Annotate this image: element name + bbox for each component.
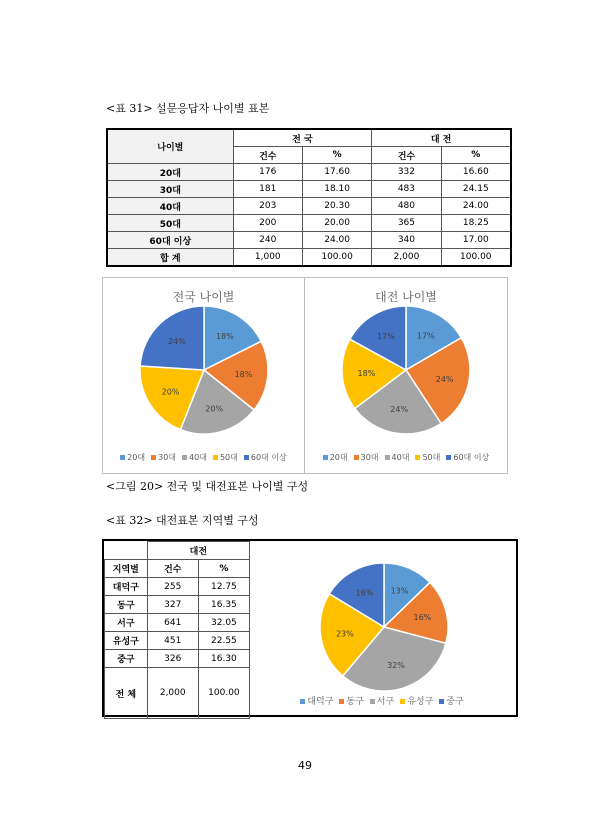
cell: 365 (372, 215, 441, 232)
cell: 2,000 (372, 249, 441, 267)
legend-swatch (446, 455, 451, 460)
data-label: 13% (390, 586, 409, 596)
legend-swatch (385, 455, 390, 460)
cell: 1,000 (233, 249, 302, 267)
chart-title: 전국 나이별 (172, 290, 235, 304)
cell: 32.05 (198, 614, 249, 632)
legend-item (354, 453, 379, 462)
legend-item (323, 453, 348, 462)
cell: 203 (233, 198, 302, 215)
cell: 480 (372, 198, 441, 215)
legend-swatch (439, 699, 444, 704)
table31-caption: <표 31> 설문응답자 나이별 표본 (106, 102, 270, 115)
chart-title: 대전 나이별 (375, 290, 437, 304)
cell: 200 (233, 215, 302, 232)
cell: 100.00 (302, 249, 371, 267)
age-header: 나이별 (107, 129, 233, 164)
chart-legend (250, 694, 514, 707)
legend-label: 20대 (329, 453, 348, 462)
table-row (105, 578, 250, 596)
legend-swatch (182, 455, 187, 460)
legend-item (385, 453, 410, 462)
group-header: 대전 (147, 542, 249, 560)
col-pct-header: % (302, 147, 371, 164)
legend-item (213, 453, 238, 462)
pie-chart-region (250, 541, 514, 715)
table-row (105, 632, 250, 650)
legend-item (446, 453, 489, 462)
table32-box (102, 539, 518, 717)
cell: 332 (372, 164, 441, 181)
table-row (105, 596, 250, 614)
cell: 240 (233, 232, 302, 249)
table-row (105, 650, 250, 668)
legend-label: 서구 (376, 697, 395, 707)
cell: 340 (372, 232, 441, 249)
legend-swatch (415, 455, 420, 460)
legend-item (244, 453, 287, 462)
table-row (107, 181, 511, 198)
legend-item (400, 697, 433, 707)
legend-swatch (370, 699, 375, 704)
data-label: 16% (355, 588, 374, 598)
cell: 16.35 (198, 596, 249, 614)
col-count-header: 건수 (233, 147, 302, 164)
col-count-header: 건수 (372, 147, 441, 164)
chart-panel-national (102, 277, 305, 474)
table-row-total (105, 668, 250, 719)
legend-label: 60대 이상 (453, 453, 490, 462)
legend-label: 동구 (346, 697, 364, 707)
pie-chart-national (103, 278, 304, 473)
cell: 483 (372, 181, 441, 198)
cell: 20.30 (302, 198, 371, 215)
data-label: 18% (357, 368, 376, 378)
data-label: 17% (376, 331, 395, 341)
cell: 16.60 (441, 164, 511, 181)
cell: 100.00 (441, 249, 511, 267)
pie-chart-daejeon (305, 278, 507, 473)
row-label: 유성구 (105, 632, 148, 650)
legend-swatch (120, 455, 125, 460)
legend-item (182, 453, 207, 462)
legend-item (339, 697, 363, 707)
table-row (107, 232, 511, 249)
cell: 2,000 (147, 668, 198, 719)
row-label: 중구 (105, 650, 148, 668)
chart-legend (305, 452, 507, 463)
legend-label: 대덕구 (307, 697, 334, 707)
legend-swatch (213, 455, 218, 460)
corner-cell (105, 542, 148, 560)
legend-item (300, 697, 333, 707)
cell: 17.00 (441, 232, 511, 249)
legend-item (151, 453, 176, 462)
legend-label: 유성구 (407, 697, 434, 707)
col-region-header: 지역별 (105, 560, 148, 578)
group-daejeon-header: 대 전 (372, 129, 511, 147)
data-label: 24% (167, 337, 186, 347)
data-label: 24% (390, 405, 409, 415)
cell: 22.55 (198, 632, 249, 650)
cell: 18.10 (302, 181, 371, 198)
legend-label: 30대 (360, 453, 379, 462)
cell: 17.60 (302, 164, 371, 181)
cell: 255 (147, 578, 198, 596)
legend-label: 30대 (158, 453, 177, 462)
data-label: 17% (416, 331, 435, 341)
cell: 181 (233, 181, 302, 198)
cell: 451 (147, 632, 198, 650)
legend-label: 중구 (446, 697, 464, 707)
legend-item (415, 453, 440, 462)
col-count-header: 건수 (147, 560, 198, 578)
table32-caption: <표 32> 대전표본 지역별 구성 (106, 514, 259, 527)
cell: 18.25 (441, 215, 511, 232)
legend-swatch (354, 455, 359, 460)
cell: 641 (147, 614, 198, 632)
cell: 20.00 (302, 215, 371, 232)
data-label: 32% (387, 660, 405, 670)
legend-swatch (300, 699, 305, 704)
row-label: 대덕구 (105, 578, 148, 596)
table-row (105, 614, 250, 632)
legend-item (370, 697, 394, 707)
data-label: 24% (435, 375, 454, 385)
legend-item (120, 453, 145, 462)
data-label: 23% (335, 629, 354, 639)
legend-swatch (244, 455, 249, 460)
row-label: 전 체 (105, 668, 148, 719)
cell: 327 (147, 596, 198, 614)
table-row (107, 198, 511, 215)
legend-label: 50대 (422, 453, 441, 462)
group-national-header: 전 국 (233, 129, 372, 147)
data-label: 20% (205, 404, 224, 414)
table31 (106, 128, 512, 267)
table-row (107, 164, 511, 181)
row-label: 동구 (105, 596, 148, 614)
chart-legend (103, 452, 304, 463)
data-label: 18% (234, 370, 253, 380)
legend-swatch (151, 455, 156, 460)
cell: 24.00 (441, 198, 511, 215)
row-label: 60대 이상 (107, 232, 233, 249)
legend-label: 40대 (189, 453, 207, 462)
cell: 100.00 (198, 668, 249, 719)
legend-label: 20대 (127, 453, 146, 462)
legend-label: 60대 이상 (250, 453, 287, 462)
table-row (107, 215, 511, 232)
row-label: 합 계 (107, 249, 233, 267)
row-label: 서구 (105, 614, 148, 632)
legend-label: 50대 (219, 453, 238, 462)
col-pct-header: % (198, 560, 249, 578)
cell: 326 (147, 650, 198, 668)
cell: 16.30 (198, 650, 249, 668)
legend-swatch (323, 455, 328, 460)
legend-item (439, 697, 463, 707)
cell: 24.00 (302, 232, 371, 249)
chart-panel-daejeon (304, 277, 508, 474)
page-number: 49 (298, 759, 312, 772)
row-label: 20대 (107, 164, 233, 181)
data-label: 16% (413, 612, 432, 622)
table-row-total (107, 249, 511, 267)
cell: 24.15 (441, 181, 511, 198)
data-label: 18% (215, 332, 234, 342)
table32 (104, 541, 250, 719)
row-label: 50대 (107, 215, 233, 232)
figure20-caption: <그림 20> 전국 및 대전표본 나이별 구성 (106, 480, 309, 493)
legend-swatch (339, 699, 344, 704)
legend-swatch (400, 699, 405, 704)
row-label: 30대 (107, 181, 233, 198)
col-pct-header: % (441, 147, 511, 164)
cell: 176 (233, 164, 302, 181)
row-label: 40대 (107, 198, 233, 215)
cell: 12.75 (198, 578, 249, 596)
data-label: 20% (161, 387, 180, 397)
legend-label: 40대 (391, 453, 410, 462)
